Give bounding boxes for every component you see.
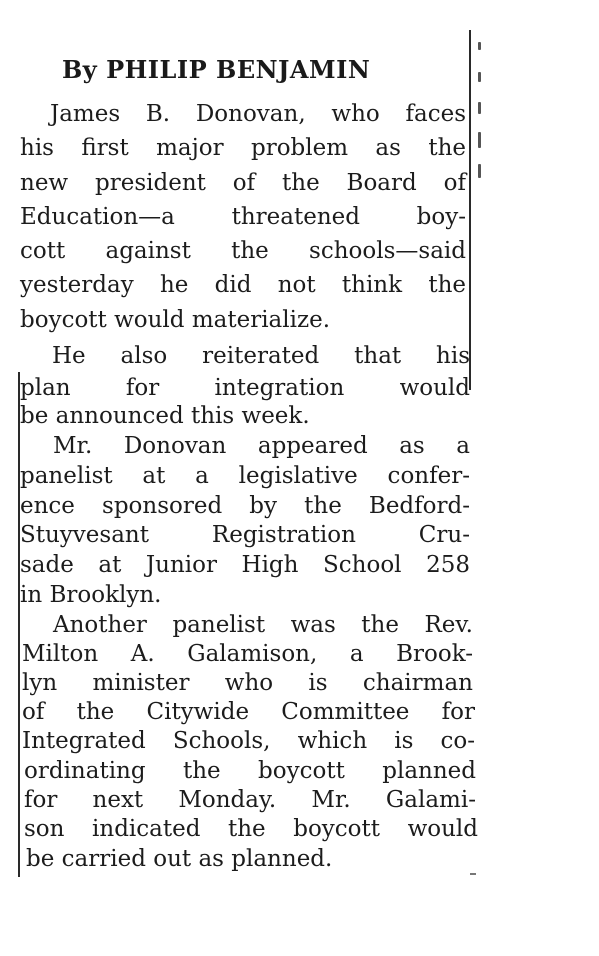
text-line: new president of the Board of [20, 170, 466, 196]
text-line: for next Monday. Mr. Galami- [24, 787, 476, 813]
text-line: be carried out as planned. [26, 846, 333, 872]
text-line: of the Citywide Committee for [22, 699, 475, 725]
byline: By PHILIP BENJAMIN [62, 55, 371, 84]
text-line: cott against the schools—said [20, 238, 466, 264]
text-line: James B. Donovan, who faces [50, 101, 466, 127]
text-line: sade at Junior High School 258 [20, 552, 470, 578]
text-line: plan for integration would [20, 375, 470, 401]
text-line: He also reiterated that his [52, 343, 470, 369]
text-line: Milton A. Galamison, a Brook- [22, 641, 473, 667]
edge-fragment [478, 102, 481, 114]
text-line: ence sponsored by the Bedford- [20, 493, 470, 519]
text-line: his first major problem as the [20, 135, 466, 161]
text-line: in Brooklyn. [20, 582, 162, 608]
text-line: Mr. Donovan appeared as a [53, 433, 470, 459]
text-line: Education—a threatened boy- [20, 204, 466, 230]
edge-fragment [478, 132, 481, 148]
column-rule-right [469, 30, 471, 390]
text-line: boycott would materialize. [20, 307, 331, 333]
edge-fragment [478, 72, 481, 82]
text-line: ordinating the boycott planned [24, 758, 476, 784]
text-line: yesterday he did not think the [20, 272, 466, 298]
edge-fragment [478, 164, 481, 178]
text-line: panelist at a legislative confer- [20, 463, 470, 489]
text-line: be announced this week. [20, 403, 310, 429]
text-line: Another panelist was the Rev. [53, 612, 473, 638]
text-line: Stuyvesant Registration Cru- [20, 522, 470, 548]
adjacent-column-fragments [478, 30, 486, 210]
text-line: lyn minister who is chairman [22, 670, 473, 696]
edge-fragment [470, 873, 476, 875]
text-line: son indicated the boycott would [24, 816, 478, 842]
column-rule-left [18, 372, 20, 877]
text-line: Integrated Schools, which is co- [22, 728, 475, 754]
edge-fragment [478, 42, 481, 50]
